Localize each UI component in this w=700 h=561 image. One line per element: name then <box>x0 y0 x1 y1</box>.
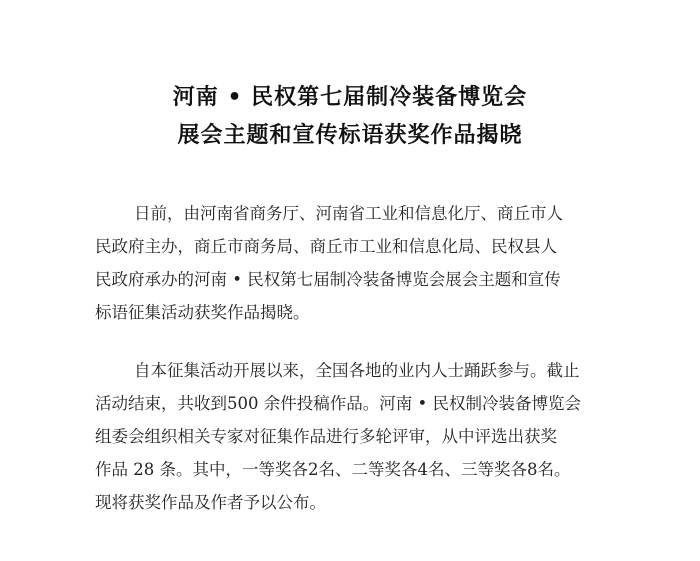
paragraph-2-line: 自本征集活动开展以来，全国各地的业内人士踊跃参与。截止 <box>134 361 580 380</box>
paragraph-2-line: 活动结束，共收到500 余件投稿作品。河南 • 民权制冷装备博览会 <box>95 394 581 413</box>
title-line-2: 展会主题和宣传标语获奖作品揭晓 <box>177 123 523 148</box>
paragraph-1-line: 日前，由河南省商务厅、河南省工业和信息化厅、商丘市人 <box>134 204 563 223</box>
paragraph-2 <box>95 354 655 519</box>
paragraph-1 <box>95 197 655 329</box>
paragraph-2-line: 组委会组织相关专家对征集作品进行多轮评审，从中评选出获奖 <box>95 427 557 446</box>
paragraph-1-line: 民政府主办，商丘市商务局、商丘市工业和信息化局、民权县人 <box>95 237 557 256</box>
paragraph-2-line: 现将获奖作品及作者予以公布。 <box>95 493 326 512</box>
paragraph-1-line: 标语征集活动获奖作品揭晓。 <box>95 303 310 322</box>
paragraph-1-line: 民政府承办的河南 • 民权第七届制冷装备博览会展会主题和宣传 <box>95 270 561 289</box>
paragraph-2-line: 作品 28 条。其中，一等奖各2名、二等奖各4名、三等奖各8名。 <box>95 460 571 479</box>
title-line-1: 河南 • 民权第七届制冷装备博览会 <box>172 85 528 110</box>
